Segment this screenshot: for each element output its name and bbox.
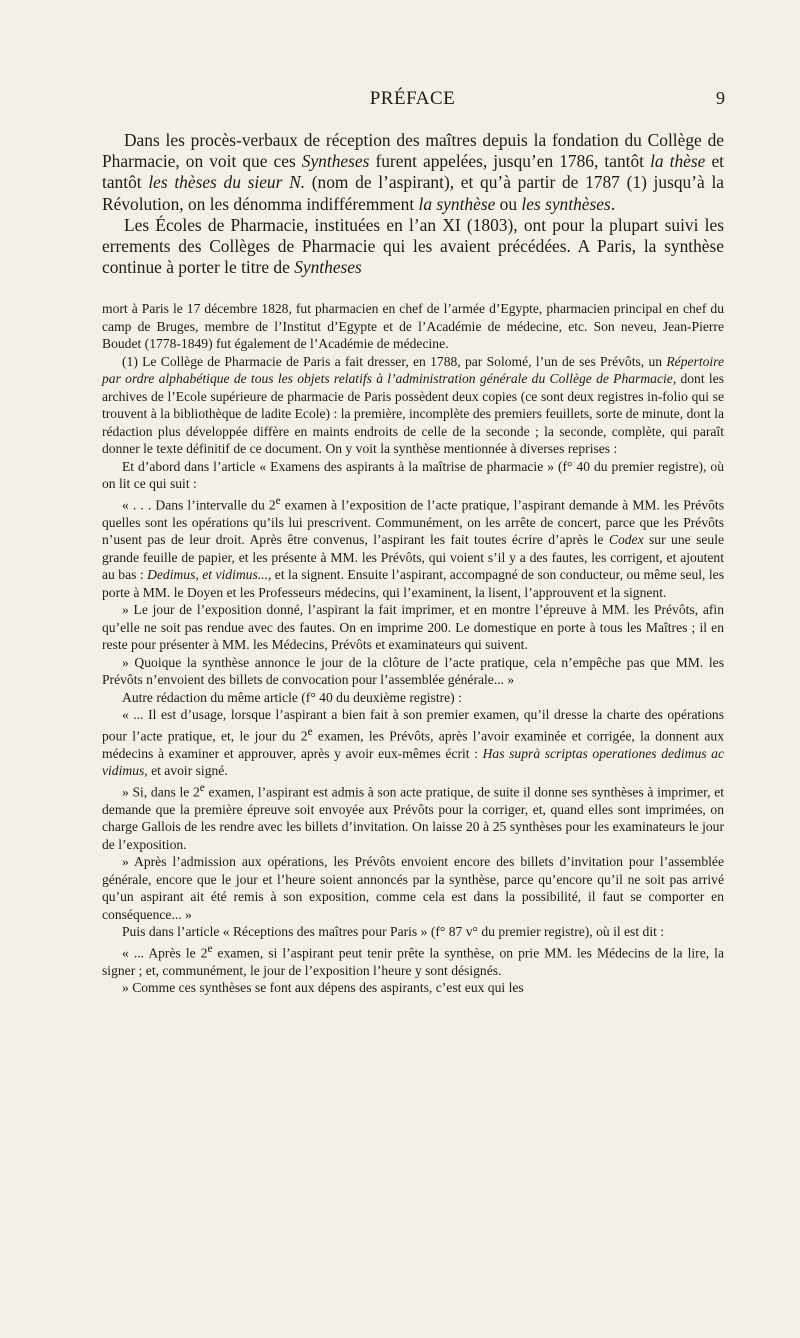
- body-paragraph: Les Écoles de Pharmacie, instituées en l’an XI (1803), ont pour la plupart suivi les errements des Collèges de Pharmacie qui les avaient précédées. A Paris, la synthèse continue à porter le titre de Syntheses: [102, 214, 724, 278]
- footnote-quote: » Quoique la synthèse annonce le jour de la clôture de l’acte pratique, cela n’empêche pas que MM. les Prévôts n’envoient des billets de convocation pour l’assemblée générale... »: [102, 654, 724, 688]
- main-text: [102, 130, 724, 278]
- footnote-quote: « ... Il est d’usage, lorsque l’aspirant a bien fait à son premier examen, qu’il dresse la charte des opérations pour l’acte pratique, et, le jour du 2e examen, les Prévôts, après l’avoir examinée et corrigée, la donnent aux médecins à examiner et approuver, après y avoir eux-mêmes écrit : Has suprà scriptas operationes dedimus ac vidimus, et avoir signé.: [102, 707, 724, 779]
- footnote-quote: « ... Après le 2e examen, si l’aspirant peut tenir prête la synthèse, on prie MM. les Médecins de la lire, la signer ; et, communément, le jour de l’exposition l’heure y sont désignés.: [102, 942, 724, 978]
- footnote-quote: » Le jour de l’exposition donné, l’aspirant la fait imprimer, et en montre l’épreuve à MM. les Prévôts, afin qu’elle ne soit pas rendue avec des fautes. On en imprime 200. Le domestique en porte à tous les Maîtres ; il en reste pour présenter à MM. les Médecins, Prévôts et examinateurs qui suivent.: [102, 602, 724, 653]
- page-number: 9: [716, 88, 725, 108]
- footnote-continuation: mort à Paris le 17 décembre 1828, fut pharmacien en chef de l’armée d’Egypte, pharmacien principal en chef du camp de Bruges, membre de l’Institut d’Egypte et de l’Académie de médecine, etc. Son neveu, Jean-Pierre Boudet (1778-1849) fut également de l’Académie de médecine.: [102, 301, 724, 351]
- running-title: PRÉFACE: [369, 88, 456, 109]
- running-header: [100, 88, 725, 114]
- footnote-quote: » Comme ces synthèses se font aux dépens des aspirants, c’est eux qui les: [122, 980, 524, 996]
- footnote-paragraph: Puis dans l’article « Réceptions des maîtres pour Paris » (f° 87 v° du premier registre), où il est dit :: [122, 924, 665, 940]
- footnote-quote: « . . . Dans l’intervalle du 2e examen à l’exposition de l’acte pratique, l’aspirant demande à MM. les Prévôts quelles sont les opérations qu’ils lui prescrivent. Communément, on les arrête de concert, parce que les Prévôts n’usent pas de leur droit. Après être convenus, l’aspirant les fait toutes écrire d’après le Codex sur une seule grande feuille de papier, et les présente à MM. les Prévôts, qui voient s’il y a des fautes, les corrigent, et ajoutent au bas : Dedimus, et vidimus..., et la signent. Ensuite l’aspirant, accompagné de son conducteur, ou même seul, les porte à MM. le Doyen et les Professeurs médecins, qui l’examinent, la lisent, l’approuvent et la signent.: [102, 494, 725, 600]
- footnotes: [102, 300, 724, 997]
- footnote-paragraph: (1) Le Collège de Pharmacie de Paris a fait dresser, en 1788, par Solomé, l’un de ses Prévôts, un Répertoire par ordre alphabétique de tous les objets relatifs à l’administration générale du Collège de Pharmacie, dont les archives de l’Ecole supérieure de pharmacie de Paris possèdent deux copies (ce sont deux registres in-folio qui se trouvent à la bibliothèque de ladite Ecole) : la première, incomplète des premiers feuillets, sorte de minute, dont la rédaction plus développée diffère en maints endroits de celle de la seconde ; la seconde, complète, qui paraît donner le texte définitif de ce document. On y voit la synthèse mentionnée à diverses reprises :: [102, 353, 724, 456]
- footnote-quote: » Après l’admission aux opérations, les Prévôts envoient encore des billets d’invitation pour l’assemblée générale, encore que le jour et l’heure soient annoncés par la synthèse, parce qu’encore qu’il ne soit pas arrivé qu’un aspirant ait été remis à son exposition, comme cela est dans la possibilité, il faut se comporter en conséquence... »: [102, 854, 724, 922]
- footnote-quote: » Si, dans le 2e examen, l’aspirant est admis à son acte pratique, de suite il donne ses synthèses à imprimer, et demande que la première épreuve soit envoyée aux Prévôts pour la corriger, et, quand elles sont imprimées, on charge Gallois de les rendre avec les billets d’invitation. On laisse 20 à 25 synthèses pour les examinateurs le jour de l’exposition.: [102, 781, 725, 852]
- footnote-paragraph: Et d’abord dans l’article « Examens des aspirants à la maîtrise de pharmacie » (f° 40 du premier registre), où on lit ce qui suit :: [102, 458, 724, 491]
- body-paragraph: Dans les procès-verbaux de réception des maîtres depuis la fondation du Collège de Pharmacie, on voit que ces Syntheses furent appelées, jusqu’en 1786, tantôt la thèse et tantôt les thèses du sieur N. (nom de l’aspirant), et qu’à partir de 1787 (1) jusqu’à la Révolution, on les dénomma indifféremment la synthèse ou les synthèses.: [102, 130, 725, 214]
- footnote-paragraph: Autre rédaction du même article (f° 40 du deuxième registre) :: [122, 689, 462, 705]
